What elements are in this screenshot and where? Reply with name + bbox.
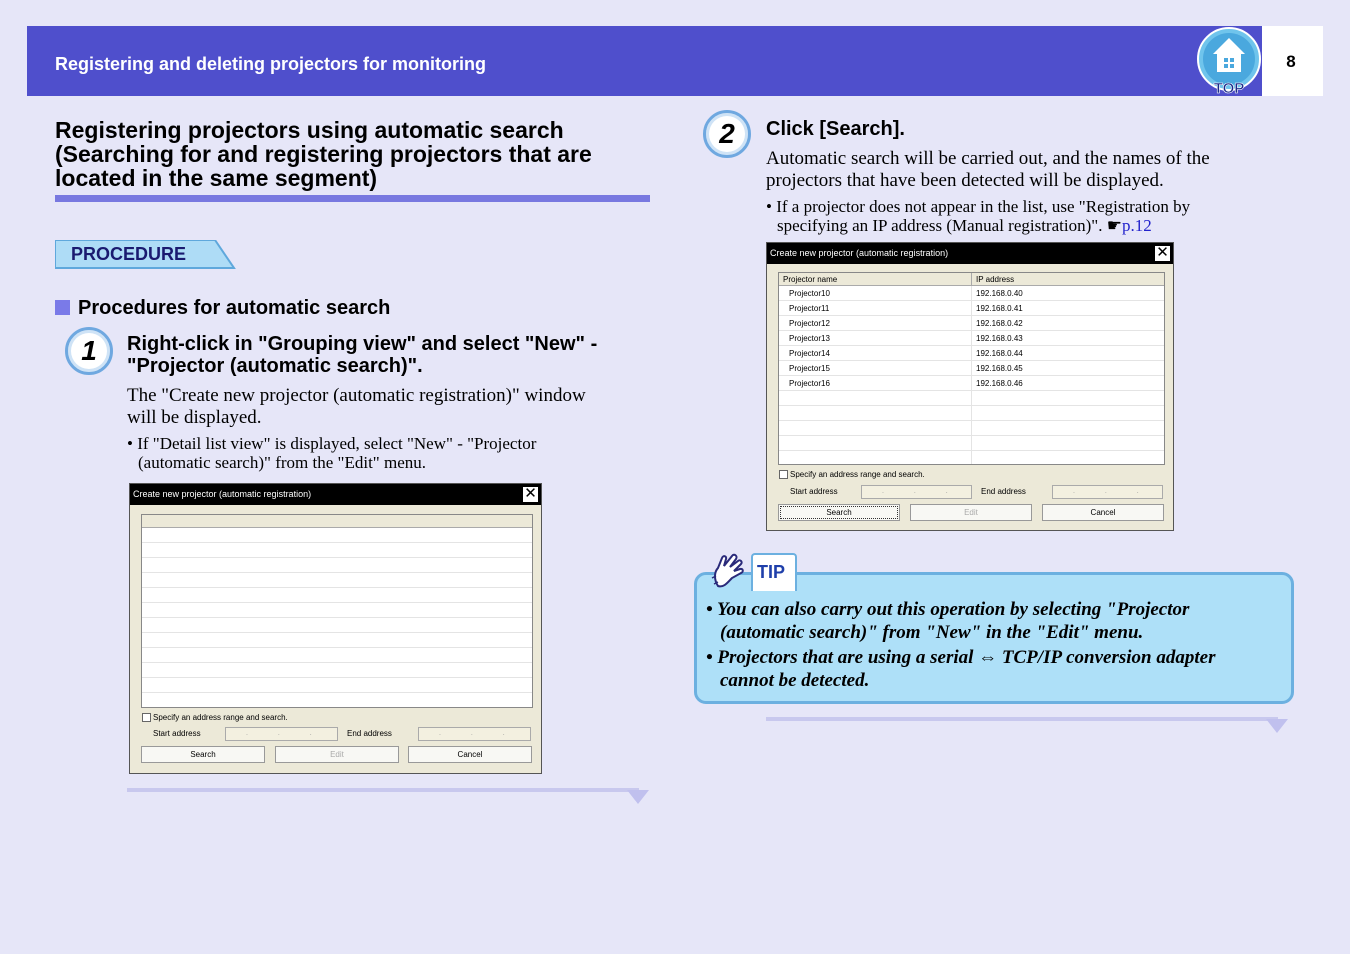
step-2-end-rule (766, 717, 1278, 721)
step-2-bullet-line2: specifying an IP address (Manual registration)". ☛p.12 (777, 216, 1152, 235)
list-header (779, 273, 1164, 286)
step-1-bullet-line2: (automatic search)" from the "Edit" menu. (138, 453, 426, 472)
step-1-body-line2: will be displayed. (127, 407, 262, 428)
dialog-title-bar (767, 243, 1173, 264)
ip-address-cell: 192.168.0.43 (976, 334, 1023, 343)
page-link[interactable]: p.12 (1121, 216, 1152, 235)
step-1-body (127, 385, 586, 429)
step-1-body-line1: The "Create new projector (automatic registration)" window (127, 385, 586, 406)
tip-label: TIP (757, 562, 786, 582)
subheading: Procedures for automatic search (78, 297, 391, 319)
step-2-bullet-line1: • If a projector does not appear in the list, use "Registration by (766, 197, 1191, 216)
start-address-label: Start address (790, 487, 838, 496)
ip-address-cell: 192.168.0.41 (976, 304, 1023, 313)
end-address-input[interactable]: . . . (418, 727, 531, 741)
start-address-input[interactable]: . . . (225, 727, 338, 741)
ok-hand-icon (710, 550, 750, 592)
dialog-title: Create new projector (automatic registration) (770, 248, 949, 258)
subheading-square-icon (55, 300, 70, 315)
projector-name-cell: Projector10 (789, 289, 830, 298)
section-rule (55, 195, 650, 202)
projector-name-cell: Projector11 (789, 304, 830, 313)
header-title: Registering and deleting projectors for monitoring (55, 54, 487, 74)
step-1-bullet-line1: • If "Detail list view" is displayed, select "New" - "Projector (127, 434, 537, 453)
list-header (142, 515, 532, 528)
step-1-end-arrow-icon (627, 790, 649, 804)
tip-item-1-line2: (automatic search)" from "New" in the "Edit" menu. (720, 622, 1144, 643)
col-projector-name[interactable]: Projector name (783, 275, 838, 284)
ip-address-cell: 192.168.0.42 (976, 319, 1023, 328)
end-address-label: End address (347, 729, 392, 738)
specify-range-label: Specify an address range and search. (790, 470, 925, 479)
step-2-bullet (766, 197, 1190, 235)
section-title-line1: Registering projectors using automatic search (55, 117, 564, 143)
projector-name-cell: Projector12 (789, 319, 830, 328)
tip-item-2 (706, 646, 1215, 692)
projector-name-cell: Projector15 (789, 364, 830, 373)
step-1-bullet (127, 434, 536, 472)
step-1-title-line2: "Projector (automatic search)". (127, 355, 423, 377)
dialog-title-bar (130, 484, 541, 505)
start-address-label: Start address (153, 729, 201, 738)
step-2-body (766, 148, 1210, 192)
projector-name-cell: Projector16 (789, 379, 830, 388)
step-1-title (127, 333, 597, 377)
step-2-body-line1: Automatic search will be carried out, and the names of the (766, 148, 1210, 169)
pointing-hand-icon: ☛ (1106, 216, 1122, 235)
start-address-input[interactable]: . . . (861, 485, 972, 499)
step-2-title: Click [Search]. (766, 118, 905, 140)
ip-address-cell: 192.168.0.46 (976, 379, 1023, 388)
section-title-line3: located in the same segment) (55, 165, 378, 191)
projector-list-empty[interactable] (141, 514, 533, 708)
step-1-number: 1 (65, 327, 113, 375)
close-icon[interactable]: ✕ (522, 486, 539, 503)
step-2-number: 2 (703, 110, 751, 158)
col-ip-address[interactable]: IP address (976, 275, 1015, 284)
end-address-input[interactable]: . . . (1052, 485, 1163, 499)
edit-button[interactable]: Edit (910, 504, 1032, 521)
ip-address-cell: 192.168.0.44 (976, 349, 1023, 358)
projector-name-cell: Projector13 (789, 334, 830, 343)
edit-button[interactable]: Edit (275, 746, 399, 763)
ip-address-cell: 192.168.0.45 (976, 364, 1023, 373)
tip-item-1 (706, 598, 1189, 644)
specify-range-checkbox[interactable] (142, 713, 151, 722)
end-address-label: End address (981, 487, 1026, 496)
tip-item-2-line2: cannot be detected. (720, 670, 870, 691)
search-button[interactable]: Search (141, 746, 265, 763)
tip-item-2-line1: • Projectors that are using a serial ⇔ TCP/IP conversion adapter (706, 647, 1216, 668)
section-title (55, 118, 655, 190)
cancel-button[interactable]: Cancel (408, 746, 532, 763)
dialog-results-screenshot (766, 242, 1174, 531)
ip-address-cell: 192.168.0.40 (976, 289, 1023, 298)
specify-range-checkbox[interactable] (779, 470, 788, 479)
projector-list[interactable] (778, 272, 1165, 465)
tip-item-1-line1: • You can also carry out this operation by selecting "Projector (706, 599, 1190, 620)
top-logo-text: TOP (1213, 80, 1245, 96)
step-2-end-arrow-icon (1266, 719, 1288, 733)
projector-name-cell: Projector14 (789, 349, 830, 358)
section-title-line2: (Searching for and registering projectors that are (55, 141, 592, 167)
step-1-end-rule (127, 788, 639, 792)
step-2-body-line2: projectors that have been detected will be displayed. (766, 170, 1164, 191)
search-button[interactable]: Search (778, 504, 900, 521)
close-icon[interactable]: ✕ (1154, 245, 1171, 262)
specify-range-label: Specify an address range and search. (153, 713, 288, 722)
cancel-button[interactable]: Cancel (1042, 504, 1164, 521)
dialog-title: Create new projector (automatic registration) (133, 489, 312, 499)
dialog-empty-screenshot (129, 483, 542, 774)
step-1-title-line1: Right-click in "Grouping view" and select "New" - (127, 333, 598, 355)
procedure-label: PROCEDURE (71, 244, 187, 264)
page-number: 8 (1286, 52, 1296, 71)
top-home-icon[interactable] (1195, 26, 1263, 96)
